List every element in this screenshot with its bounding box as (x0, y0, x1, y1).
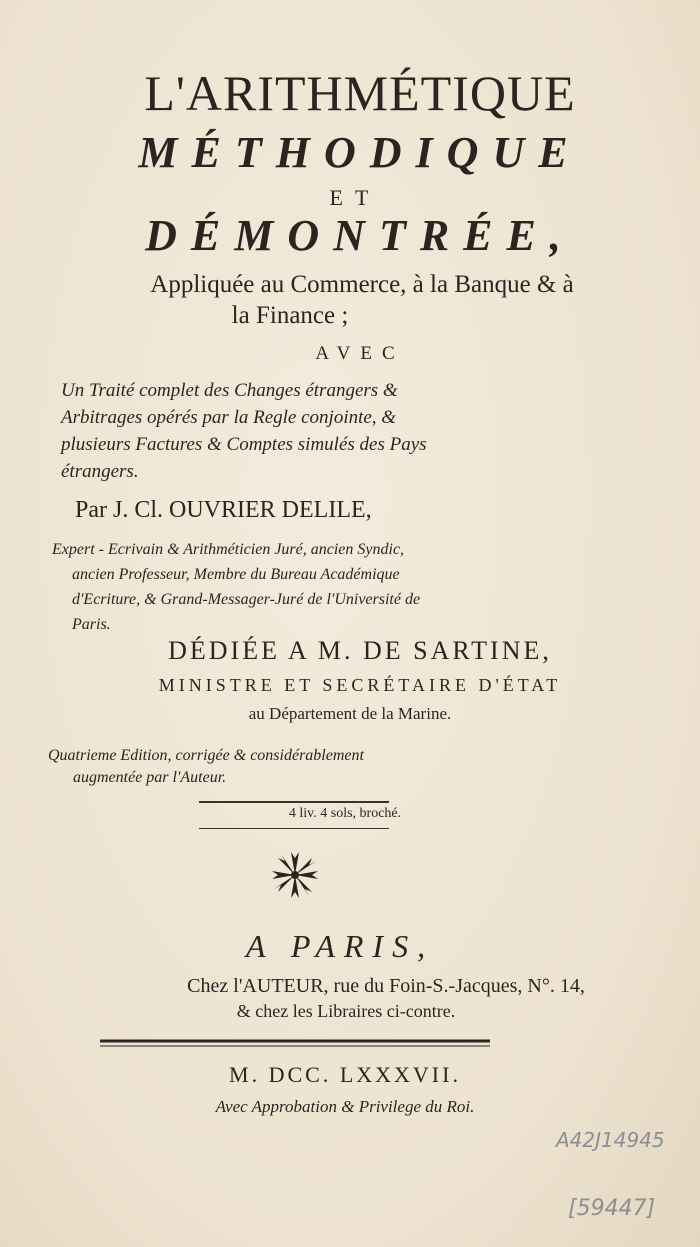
fleuron-icon (270, 848, 320, 902)
description-block (61, 377, 561, 485)
edition-line: Quatrieme Edition, corrigée & considérablement (48, 747, 364, 764)
author-titles-block (52, 537, 557, 637)
price-label: 4 liv. 4 sols, broché. (288, 806, 402, 821)
avec-label: AVEC (315, 343, 405, 364)
edition-block (48, 745, 568, 789)
publisher-line-1: Chez l'AUTEUR, rue du Foin-S.-Jacques, N°. 14, (187, 975, 585, 997)
title-line-4: DÉMONTRÉE, (145, 211, 575, 260)
description-line: plusieurs Factures & Comptes simulés des Pays (61, 434, 427, 455)
double-rule (100, 1039, 490, 1049)
subtitle-line-2: la Finance ; (231, 302, 349, 329)
price-rule-bottom (199, 828, 389, 829)
dedication-line-1: DÉDIÉE A M. DE SARTINE, (168, 636, 552, 665)
price-rule-top (199, 801, 389, 803)
publisher-line-2: & chez les Libraires ci-contre. (236, 1001, 456, 1021)
edition-line: augmentée par l'Auteur. (73, 769, 227, 786)
title-line-3: ET (329, 185, 381, 210)
title-line-2: MÉTHODIQUE (138, 128, 582, 177)
manuscript-mark-1: A42J14945 (556, 1128, 665, 1152)
place-line: A PARIS, (245, 928, 435, 964)
manuscript-mark-2: [59447] (568, 1196, 656, 1221)
author-line: Par J. Cl. OUVRIER DELILE, (75, 497, 372, 523)
approbation-line: Avec Approbation & Privilege du Roi. (215, 1097, 475, 1116)
imprint-year: M. DCC. LXXXVII. (229, 1062, 461, 1087)
author-title-line: Expert - Ecrivain & Arithméticien Juré, ancien Syndic, (52, 541, 405, 558)
author-title-line: ancien Professeur, Membre du Bureau Académique (72, 566, 400, 583)
description-line: étrangers. (61, 461, 139, 482)
description-line: Arbitrages opérés par la Regle conjointe, & (61, 407, 397, 428)
dedication-line-2: MINISTRE ET SECRÉTAIRE D'ÉTAT (158, 675, 562, 695)
dedication-line-3: au Département de la Marine. (248, 704, 452, 723)
author-title-line: d'Ecriture, & Grand-Messager-Juré de l'Université de (72, 591, 421, 608)
subtitle-line-1: Appliquée au Commerce, à la Banque & à (150, 271, 574, 298)
description-line: Un Traité complet des Changes étrangers & (61, 380, 398, 401)
author-title-line: Paris. (72, 616, 111, 633)
title-line-1: L'ARITHMÉTIQUE (144, 65, 576, 121)
